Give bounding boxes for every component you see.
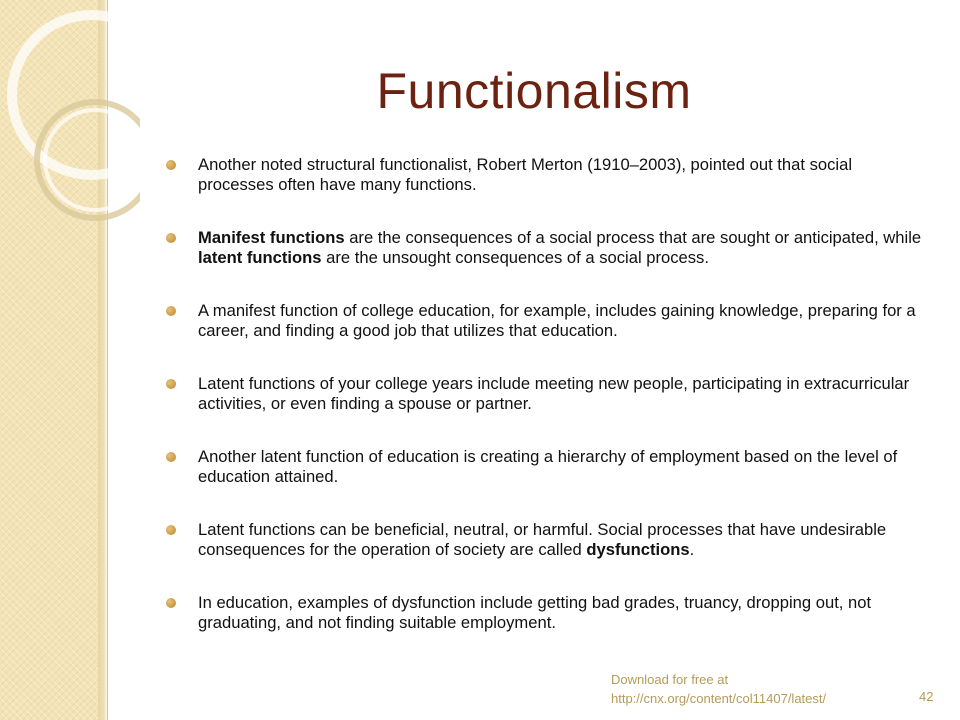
download-note-link[interactable]: http://cnx.org/content/col11407/latest/ [611, 691, 827, 706]
bullet-text: A manifest function of college education, for example, includes gaining knowledge, preparing for a career, and finding a good job that utilizes that education. [198, 301, 916, 340]
bullet-list [166, 155, 926, 666]
bullet-item [166, 228, 926, 268]
bullet-item [166, 447, 926, 487]
slide-title: Functionalism [376, 63, 692, 119]
bullet-dot-icon [166, 525, 176, 535]
bullet-item [166, 520, 926, 560]
download-note-line1: Download for free at [611, 672, 729, 687]
bullet-text: Another noted structural functionalist, Robert Merton (1910–2003), pointed out that social processes often have many functions. [198, 155, 853, 194]
bullet-dot-icon [166, 598, 176, 608]
bullet-text: are the unsought consequences of a social process. [321, 248, 709, 267]
bullet-item [166, 593, 926, 633]
bullet-text: are the consequences of a social process that are sought or anticipated, while [344, 228, 922, 247]
bullet-text: In education, examples of dysfunction include getting bad grades, truancy, dropping out, not graduating, and not finding suitable employment. [198, 593, 872, 632]
bullet-dot-icon [166, 233, 176, 243]
bullet-bold-term: latent functions [198, 248, 322, 267]
bullet-dot-icon [166, 452, 176, 462]
download-note [611, 670, 826, 708]
bullet-item [166, 155, 926, 195]
bullet-dot-icon [166, 306, 176, 316]
decorative-rings [0, 0, 140, 260]
bullet-bold-term: dysfunctions [586, 540, 690, 559]
bullet-item [166, 301, 926, 341]
bullet-text: Latent functions can be beneficial, neutral, or harmful. Social processes that have undesirable consequences for the operation of society are called [198, 520, 887, 559]
page-number: 42 [919, 689, 934, 704]
bullet-bold-term: Manifest functions [198, 228, 345, 247]
bullet-text: Latent functions of your college years include meeting new people, participating in extracurricular activities, or even finding a spouse or partner. [198, 374, 910, 413]
decorative-ring-small-inner [45, 110, 140, 210]
bullet-text: . [689, 540, 695, 559]
bullet-dot-icon [166, 379, 176, 389]
bullet-item [166, 374, 926, 414]
bullet-text: Another latent function of education is creating a hierarchy of employment based on the level of education attained. [198, 447, 898, 486]
bullet-dot-icon [166, 160, 176, 170]
